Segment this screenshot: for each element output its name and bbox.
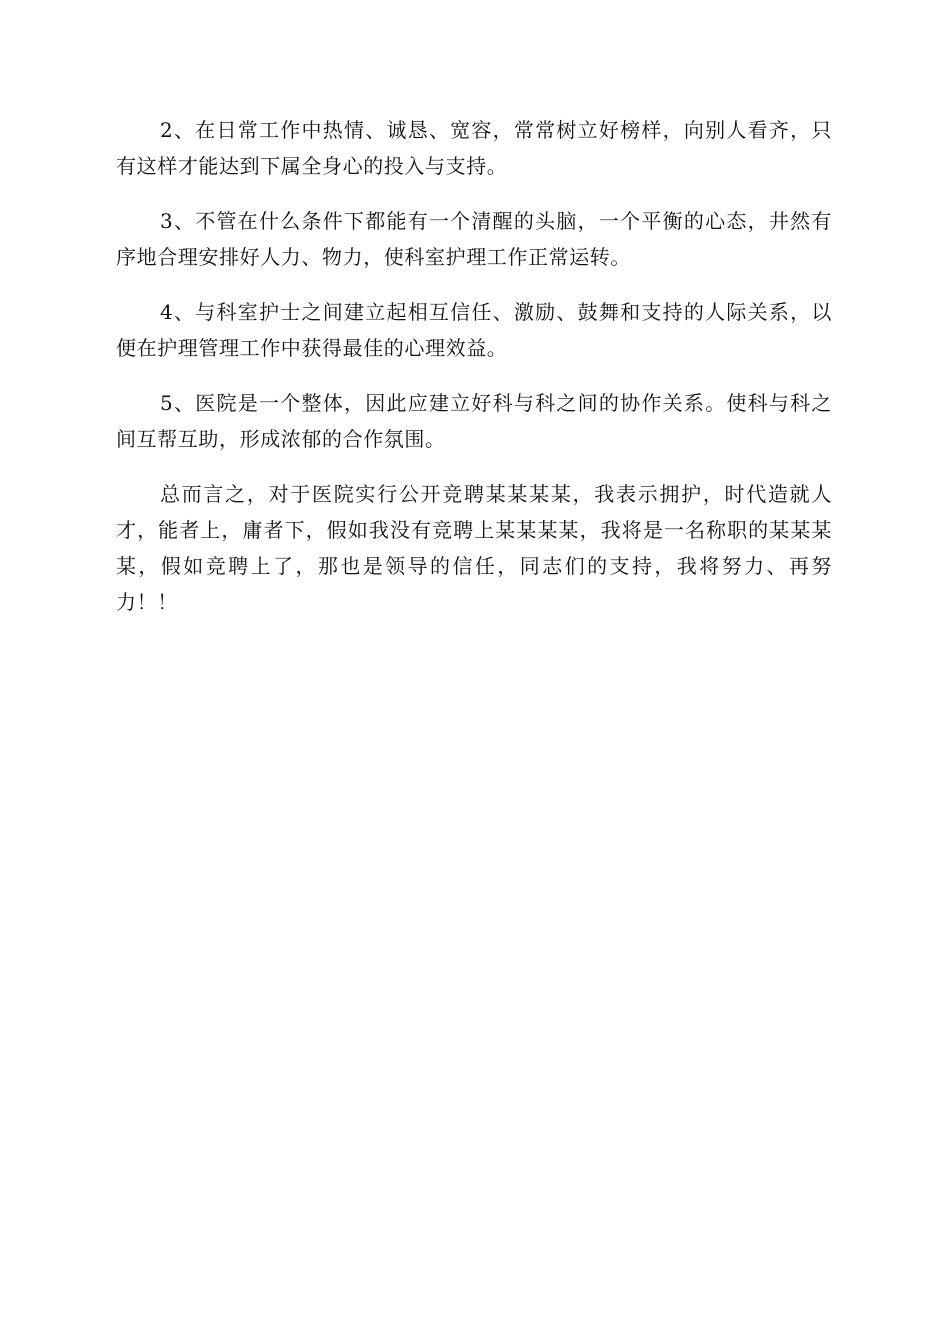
paragraph-conclusion: 总而言之，对于医院实行公开竞聘某某某某，我表示拥护，时代造就人才，能者上，庸者下，假如我没有竞聘上某某某某，我将是一名称职的某某某某，假如竞聘上了，那也是领导的信任，同志们的支持，我将努力、再努力！！ [116,482,832,614]
paragraph-item-3: 3、不管在什么条件下都能有一个清醒的头脑，一个平衡的心态，井然有序地合理安排好人力、物力，使科室护理工作正常运转。 [116,209,832,269]
document-body [116,112,832,639]
paragraph-item-5: 5、医院是一个整体，因此应建立好科与科之间的协作关系。使科与科之间互帮互助，形成浓郁的合作氛围。 [116,391,832,451]
paragraph-item-2: 2、在日常工作中热情、诚恳、宽容，常常树立好榜样，向别人看齐，只有这样才能达到下属全身心的投入与支持。 [116,118,832,178]
paragraph-item-4: 4、与科室护士之间建立起相互信任、激励、鼓舞和支持的人际关系，以便在护理管理工作中获得最佳的心理效益。 [116,300,832,360]
